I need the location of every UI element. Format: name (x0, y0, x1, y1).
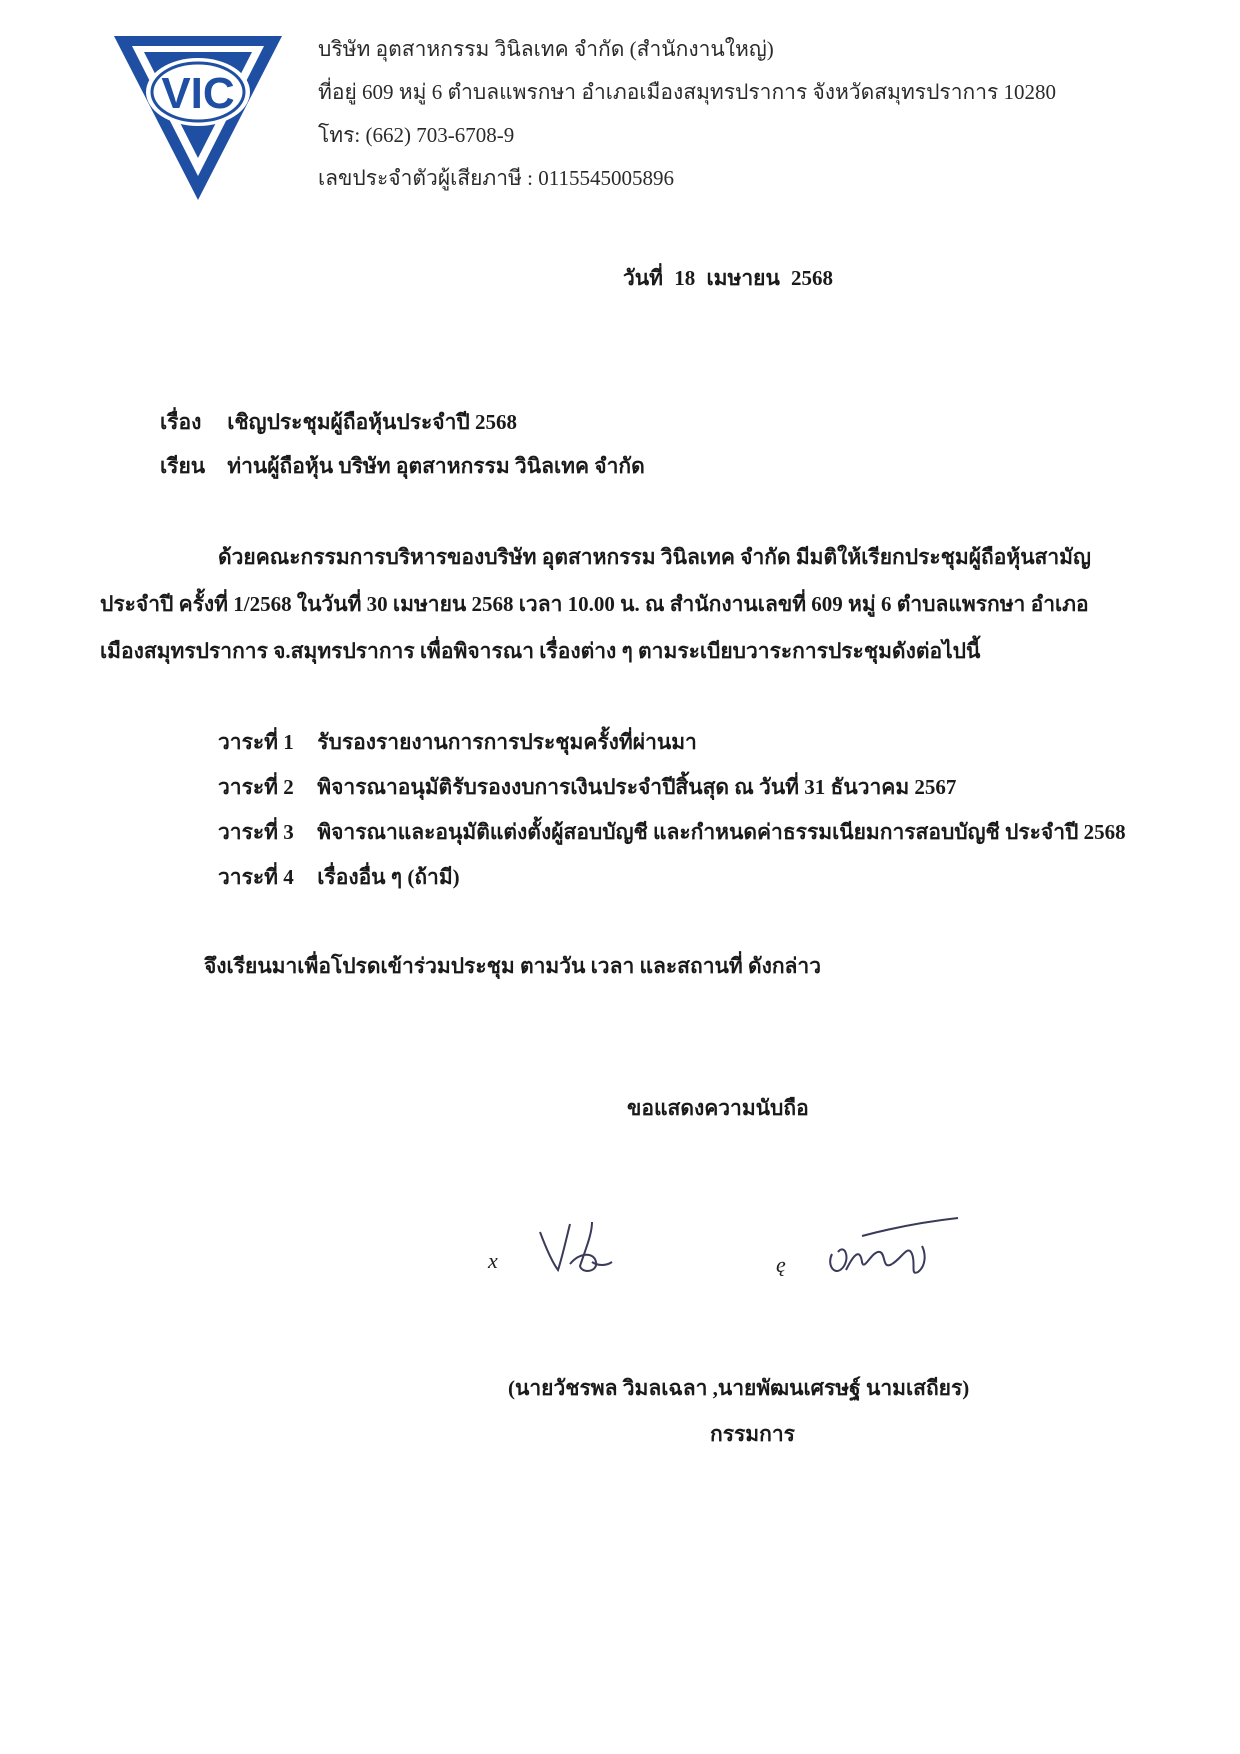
body-line: ด้วยคณะกรรมการบริหารของบริษัท อุตสาหกรรม วินิลเทค จำกัด มีมติให้เรียกประชุมผู้ถือหุ้นสามัญ (218, 545, 1091, 569)
company-tax-id: เลขประจำตัวผู้เสียภาษี : 0115545005896 (318, 166, 674, 190)
signature-mark-right: ę (776, 1252, 786, 1277)
recipient-row (160, 444, 645, 488)
signer-title: กรรมการ (710, 1422, 795, 1446)
closing-text: จึงเรียนมาเพื่อโปรดเข้าร่วมประชุม ตามวัน เวลา และสถานที่ ดังกล่าว (204, 954, 822, 978)
subject-row (160, 400, 645, 444)
agenda-list (218, 720, 1126, 900)
recipient-label: เรียน (160, 454, 206, 478)
agenda-text: รับรองรายงานการการประชุมครั้งที่ผ่านมา (317, 730, 697, 754)
agenda-item (218, 765, 1126, 810)
agenda-text: เรื่องอื่น ๆ (ถ้ามี) (317, 865, 460, 889)
agenda-label: วาระที่ 2 (218, 775, 294, 799)
logo-text: VIC (161, 69, 235, 118)
body-paragraph (100, 534, 1110, 675)
regards-text: ขอแสดงความนับถือ (627, 1096, 809, 1120)
agenda-item (218, 855, 1126, 900)
letter-date: วันที่ 18 เมษายน 2568 (623, 266, 834, 290)
recipient-text: ท่านผู้ถือหุ้น บริษัท อุตสาหกรรม วินิลเทค จำกัด (227, 454, 645, 478)
agenda-item (218, 810, 1126, 855)
body-line: เมืองสมุทรปราการ จ.สมุทรปราการ เพื่อพิจารณา เรื่องต่าง ๆ ตามระเบียบวาระการประชุมดังต่อไปนี้ (100, 639, 981, 663)
agenda-item (218, 720, 1126, 765)
agenda-label: วาระที่ 4 (218, 865, 294, 889)
subject-block (160, 400, 645, 488)
agenda-label: วาระที่ 1 (218, 730, 294, 754)
company-logo (110, 32, 286, 204)
signature-left (536, 1218, 616, 1280)
signature-mark-left: x (488, 1248, 498, 1273)
agenda-text: พิจารณาและอนุมัติแต่งตั้งผู้สอบบัญชี และกำหนดค่าธรรมเนียมการสอบบัญชี ประจำปี 2568 (317, 820, 1126, 844)
signature-right (822, 1214, 962, 1290)
body-line: ประจำปี ครั้งที่ 1/2568 ในวันที่ 30 เมษายน 2568 เวลา 10.00 น. ณ สำนักงานเลขที่ 609 หมู่ 6 ตำบลแพรกษา อำเภอ (100, 592, 1089, 616)
company-name: บริษัท อุตสาหกรรม วินิลเทค จำกัด (สำนักงานใหญ่) (318, 37, 774, 61)
agenda-text: พิจารณาอนุมัติรับรองงบการเงินประจำปีสิ้นสุด ณ วันที่ 31 ธันวาคม 2567 (317, 775, 957, 799)
subject-label: เรื่อง (160, 410, 202, 434)
company-address: ที่อยู่ 609 หมู่ 6 ตำบลแพรกษา อำเภอเมืองสมุทรปราการ จังหวัดสมุทรปราการ 10280 (318, 80, 1057, 104)
letterhead (318, 28, 1056, 200)
signer-names: (นายวัชรพล วิมลเฉลา ,นายพัฒนเศรษฐ์ นามเสถียร) (508, 1376, 970, 1400)
company-phone: โทร: (662) 703-6708-9 (318, 123, 515, 147)
agenda-label: วาระที่ 3 (218, 820, 294, 844)
subject-text: เชิญประชุมผู้ถือหุ้นประจำปี 2568 (227, 410, 517, 434)
